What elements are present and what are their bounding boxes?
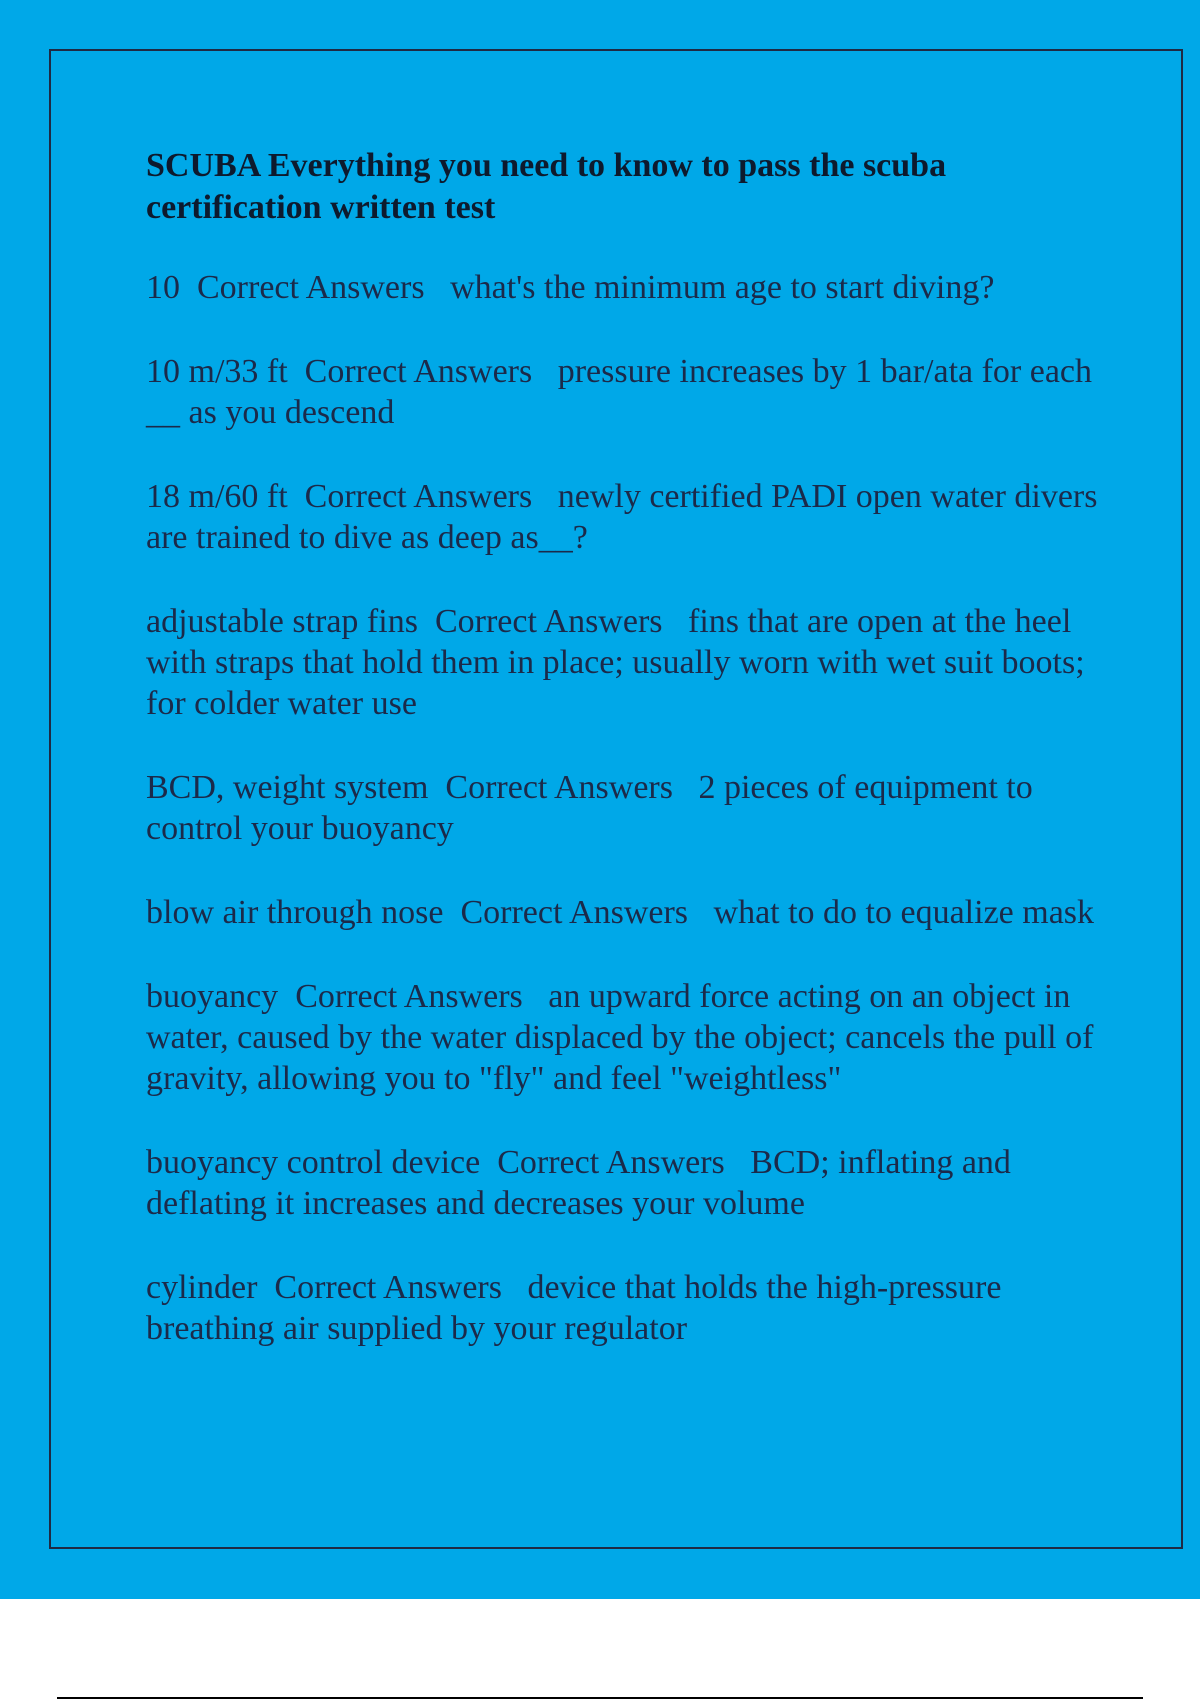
entry-definition: what's the minimum age to start diving? xyxy=(450,269,995,306)
entry-term: cylinder xyxy=(146,1269,258,1306)
flashcard-entry xyxy=(146,1142,1106,1224)
entry-term: buoyancy control device xyxy=(146,1144,481,1181)
entry-definition: BCD; inflating and deflating it increases and decreases your volume xyxy=(146,1144,1011,1222)
correct-answers-label: Correct Answers xyxy=(304,353,533,390)
document-body xyxy=(146,145,1106,1392)
flashcard-entry xyxy=(146,892,1106,933)
flashcard-entry xyxy=(146,767,1106,849)
entry-definition: an upward force acting on an object in water, caused by the water displaced by the object; cancels the pull of gravity, allowing you to "fly" and feel "weightless" xyxy=(146,978,1094,1097)
correct-answers-label: Correct Answers xyxy=(434,603,663,640)
entry-definition: 2 pieces of equipment to control your buoyancy xyxy=(146,769,1033,847)
correct-answers-label: Correct Answers xyxy=(304,478,533,515)
correct-answers-label: Correct Answers xyxy=(460,894,689,931)
entry-definition: pressure increases by 1 bar/ata for each __ as you descend xyxy=(146,353,1093,431)
entry-definition: device that holds the high-pressure breathing air supplied by your regulator xyxy=(146,1269,1002,1347)
correct-answers-label: Correct Answers xyxy=(445,769,673,806)
correct-answers-label: Correct Answers xyxy=(497,1144,725,1181)
correct-answers-label: Correct Answers xyxy=(274,1269,502,1306)
flashcard-entry xyxy=(146,267,1106,308)
document-title: SCUBA Everything you need to know to pass the scuba certification written test xyxy=(146,147,947,226)
footer-rule xyxy=(57,1697,1143,1699)
flashcard-entry xyxy=(146,1267,1106,1349)
flashcard-entry xyxy=(146,476,1106,558)
entry-term: BCD, weight system xyxy=(146,769,429,806)
correct-answers-label: Correct Answers xyxy=(197,269,425,306)
entry-term: 10 m/33 ft xyxy=(146,353,288,390)
entry-term: buoyancy xyxy=(146,978,279,1015)
entry-term: 10 xyxy=(146,269,180,306)
entry-definition: what to do to equalize mask xyxy=(713,894,1095,931)
correct-answers-label: Correct Answers xyxy=(295,978,523,1015)
entry-term: 18 m/60 ft xyxy=(146,478,288,515)
entry-definition: newly certified PADI open water divers are trained to dive as deep as__? xyxy=(146,478,1098,556)
entry-term: blow air through nose xyxy=(146,894,444,931)
entry-definition: fins that are open at the heel with straps that hold them in place; usually worn with wet suit boots; for colder water use xyxy=(146,603,1085,722)
flashcard-entry xyxy=(146,976,1106,1099)
flashcard-entry xyxy=(146,351,1106,433)
entry-term: adjustable strap fins xyxy=(146,603,418,640)
flashcard-entry xyxy=(146,601,1106,724)
